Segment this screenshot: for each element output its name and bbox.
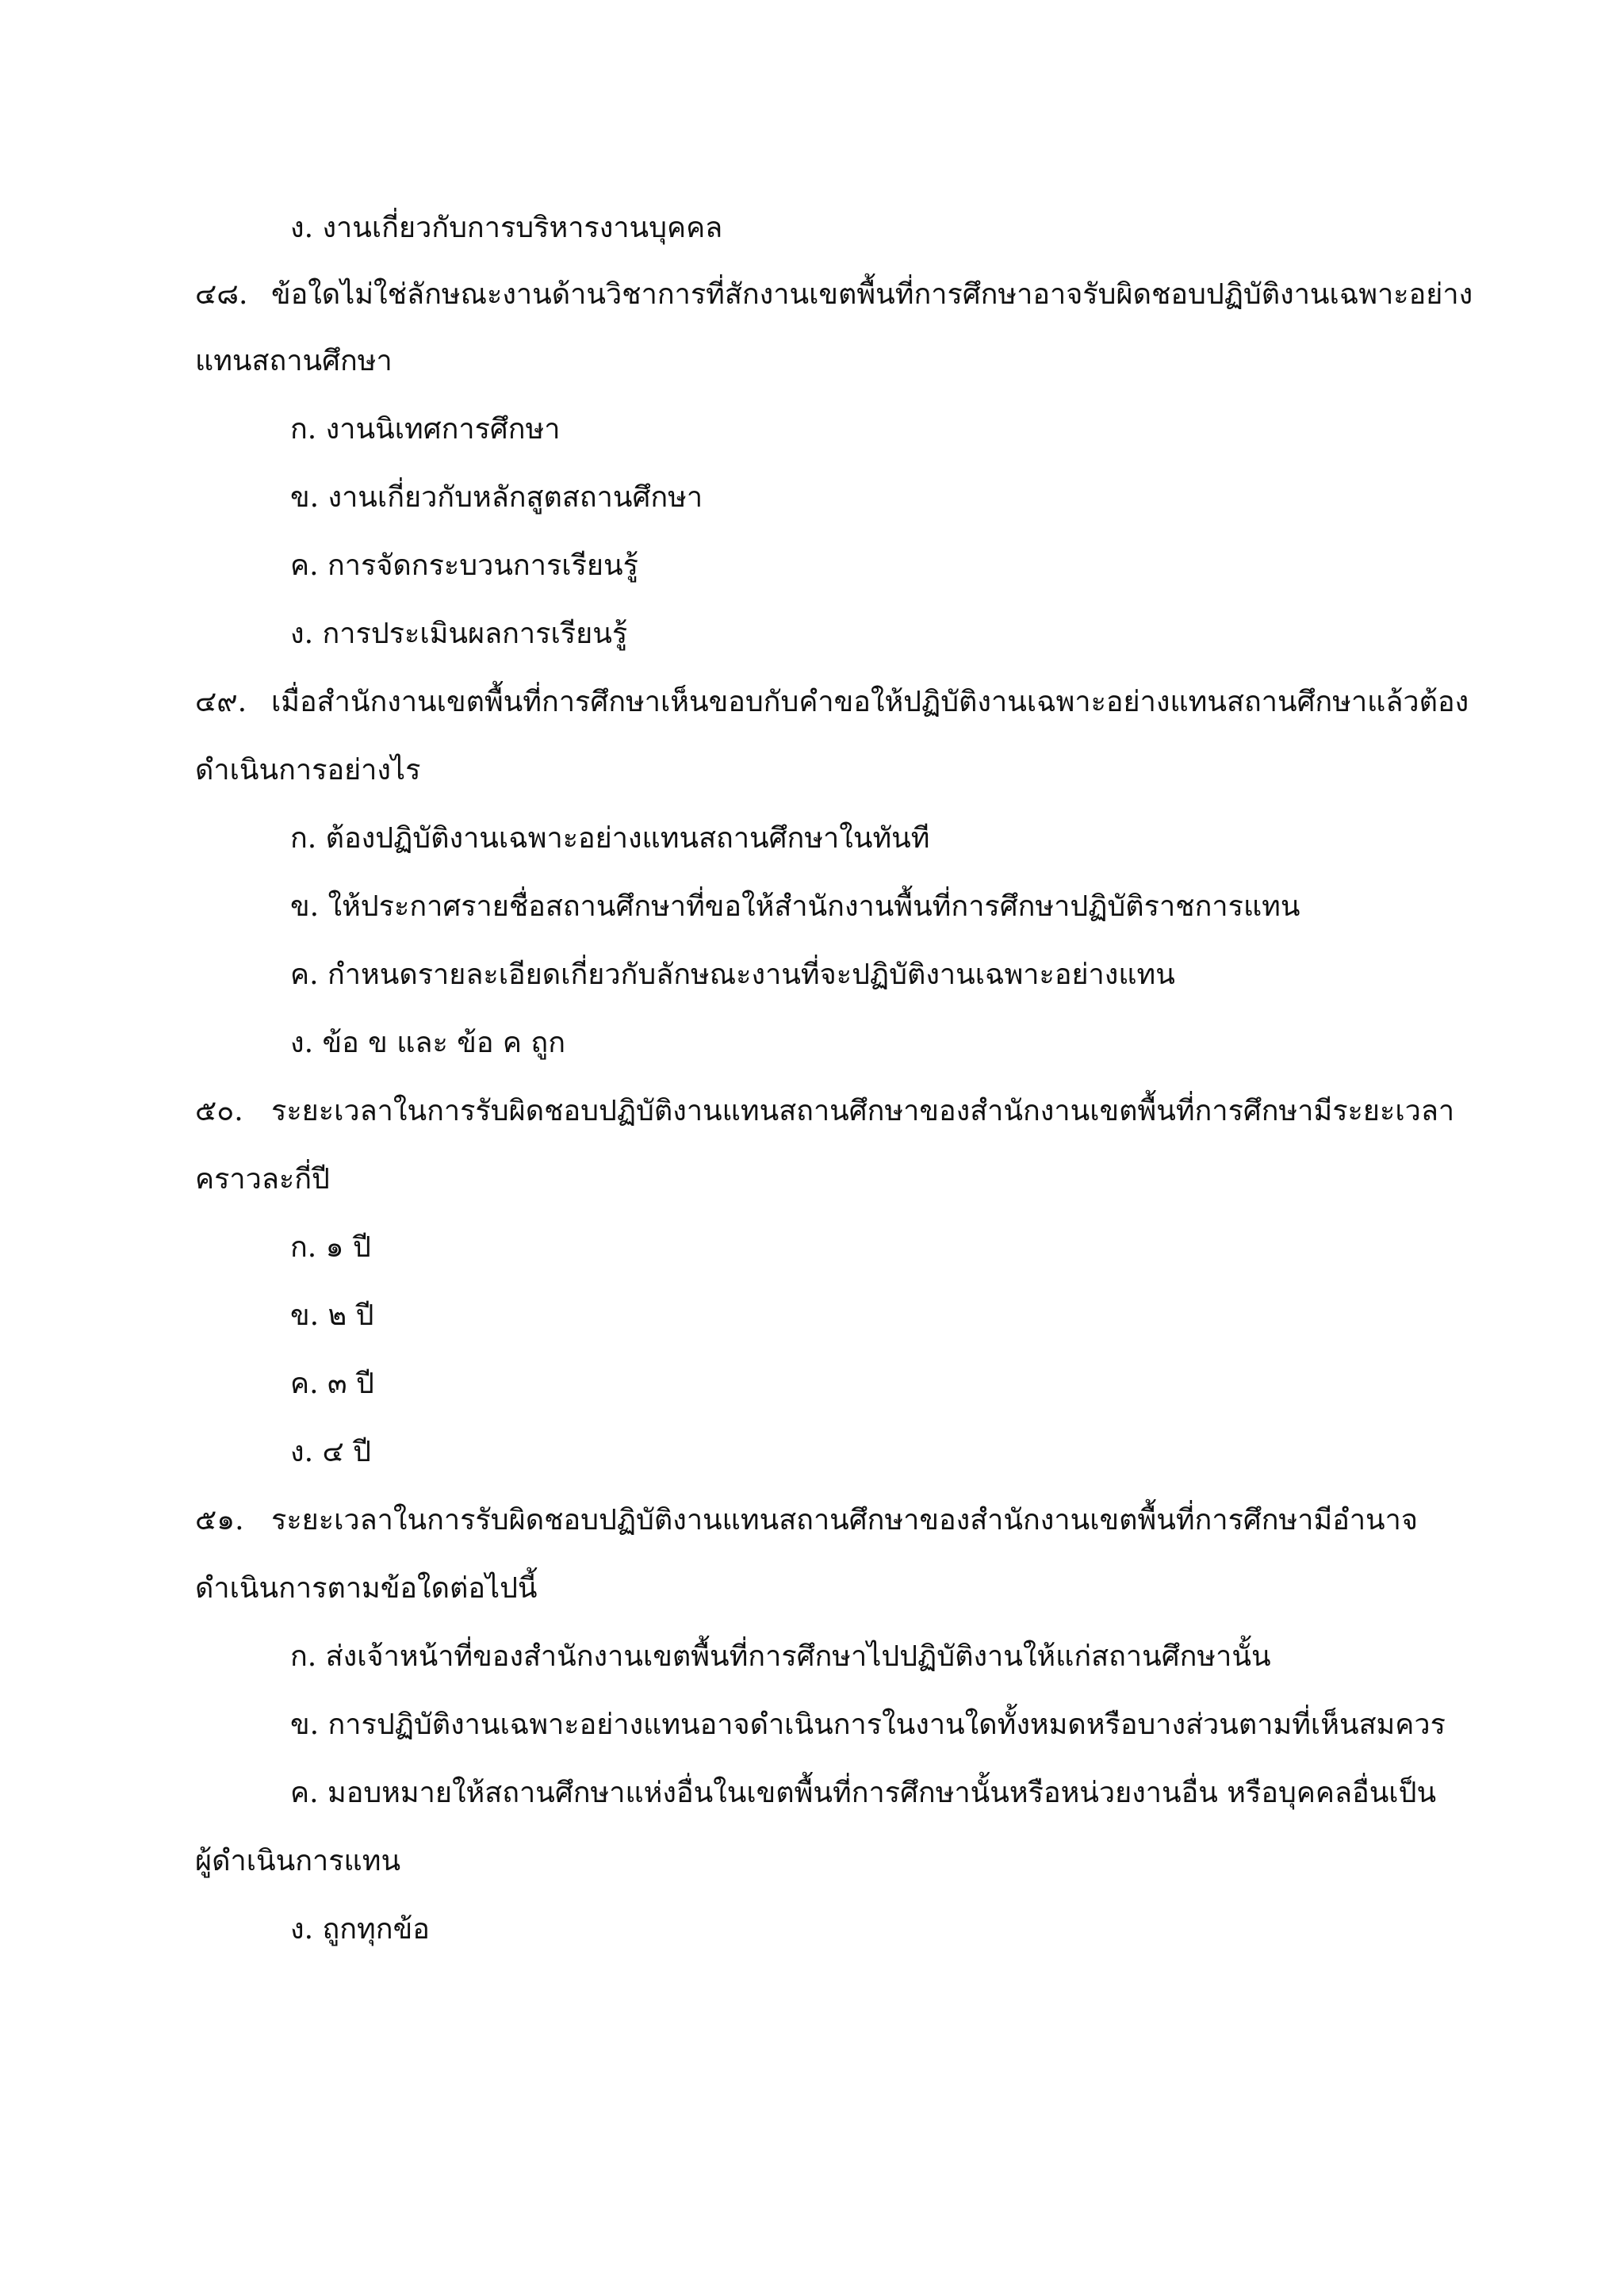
question-text: เมื่อสำนักงานเขตพื้นที่การศึกษาเห็นขอบกับคำขอให้ปฏิบัติงานเฉพาะอย่างแทนสถานศึกษาแล้วต้อง	[271, 686, 1469, 718]
q51-option-a: ก. ส่งเจ้าหน้าที่ของสำนักงานเขตพื้นที่การศึกษาไปปฏิบัติงานให้แก่สถานศึกษานั้น	[290, 1640, 1271, 1673]
q48-option-b: ข. งานเกี่ยวกับหลักสูตสถานศึกษา	[290, 481, 703, 514]
question-number: ๕๐.	[195, 1095, 243, 1127]
q48-option-a: ก. งานนิเทศการศึกษา	[290, 413, 561, 446]
question-51	[195, 1503, 1418, 1538]
question-49-continuation: ดำเนินการอย่างไร	[195, 754, 421, 786]
q51-option-c-continuation: ผู้ดำเนินการแทน	[195, 1845, 401, 1877]
question-number: ๕๑.	[195, 1504, 244, 1536]
q50-option-d: ง. ๔ ปี	[290, 1436, 372, 1468]
q50-option-b: ข. ๒ ปี	[290, 1299, 374, 1332]
question-50-continuation: คราวละกี่ปี	[195, 1163, 330, 1196]
question-text: ข้อใดไม่ใช่ลักษณะงานด้านวิชาการที่สักงานเขตพื้นที่การศึกษาอาจรับผิดชอบปฏิบัติงานเฉพาะอย่าง	[271, 278, 1473, 311]
q47-option-d: ง. งานเกี่ยวกับการบริหารงานบุคคล	[290, 212, 723, 244]
question-48	[195, 277, 1473, 312]
question-49	[195, 685, 1469, 720]
q51-option-c: ค. มอบหมายให้สถานศึกษาแห่งอื่นในเขตพื้นที่การศึกษานั้นหรือหน่วยงานอื่น หรือบุคคลอื่นเป็น	[290, 1777, 1437, 1809]
q50-option-a: ก. ๑ ปี	[290, 1231, 371, 1264]
q49-option-b: ข. ให้ประกาศรายชื่อสถานศึกษาที่ขอให้สำนักงานพื้นที่การศึกษาปฏิบัติราชการแทน	[290, 890, 1300, 923]
question-50	[195, 1094, 1454, 1129]
q49-option-c: ค. กำหนดรายละเอียดเกี่ยวกับลักษณะงานที่จะปฏิบัติงานเฉพาะอย่างแทน	[290, 959, 1175, 991]
q48-option-c: ค. การจัดกระบวนการเรียนรู้	[290, 549, 638, 582]
q49-option-d: ง. ข้อ ข และ ข้อ ค ถูก	[290, 1027, 566, 1059]
q48-option-d: ง. การประเมินผลการเรียนรู้	[290, 618, 628, 650]
question-48-continuation: แทนสถานศึกษา	[195, 345, 393, 377]
question-51-continuation: ดำเนินการตามข้อใดต่อไปนี้	[195, 1572, 538, 1605]
q49-option-a: ก. ต้องปฏิบัติงานเฉพาะอย่างแทนสถานศึกษาในทันที	[290, 822, 930, 855]
question-text: ระยะเวลาในการรับผิดชอบปฏิบัติงานแทนสถานศึกษาของสำนักงานเขตพื้นที่การศึกษามีระยะเวลา	[271, 1095, 1455, 1127]
question-number: ๔๙.	[195, 686, 247, 718]
question-number: ๔๘.	[195, 278, 248, 311]
q51-option-b: ข. การปฏิบัติงานเฉพาะอย่างแทนอาจดำเนินการในงานใดทั้งหมดหรือบางส่วนตามที่เห็นสมควร	[290, 1709, 1446, 1741]
q50-option-c: ค. ๓ ปี	[290, 1368, 374, 1400]
q51-option-d: ง. ถูกทุกข้อ	[290, 1913, 430, 1946]
question-text: ระยะเวลาในการรับผิดชอบปฏิบัติงานแทนสถานศึกษาของสำนักงานเขตพื้นที่การศึกษามีอำนาจ	[271, 1504, 1418, 1536]
